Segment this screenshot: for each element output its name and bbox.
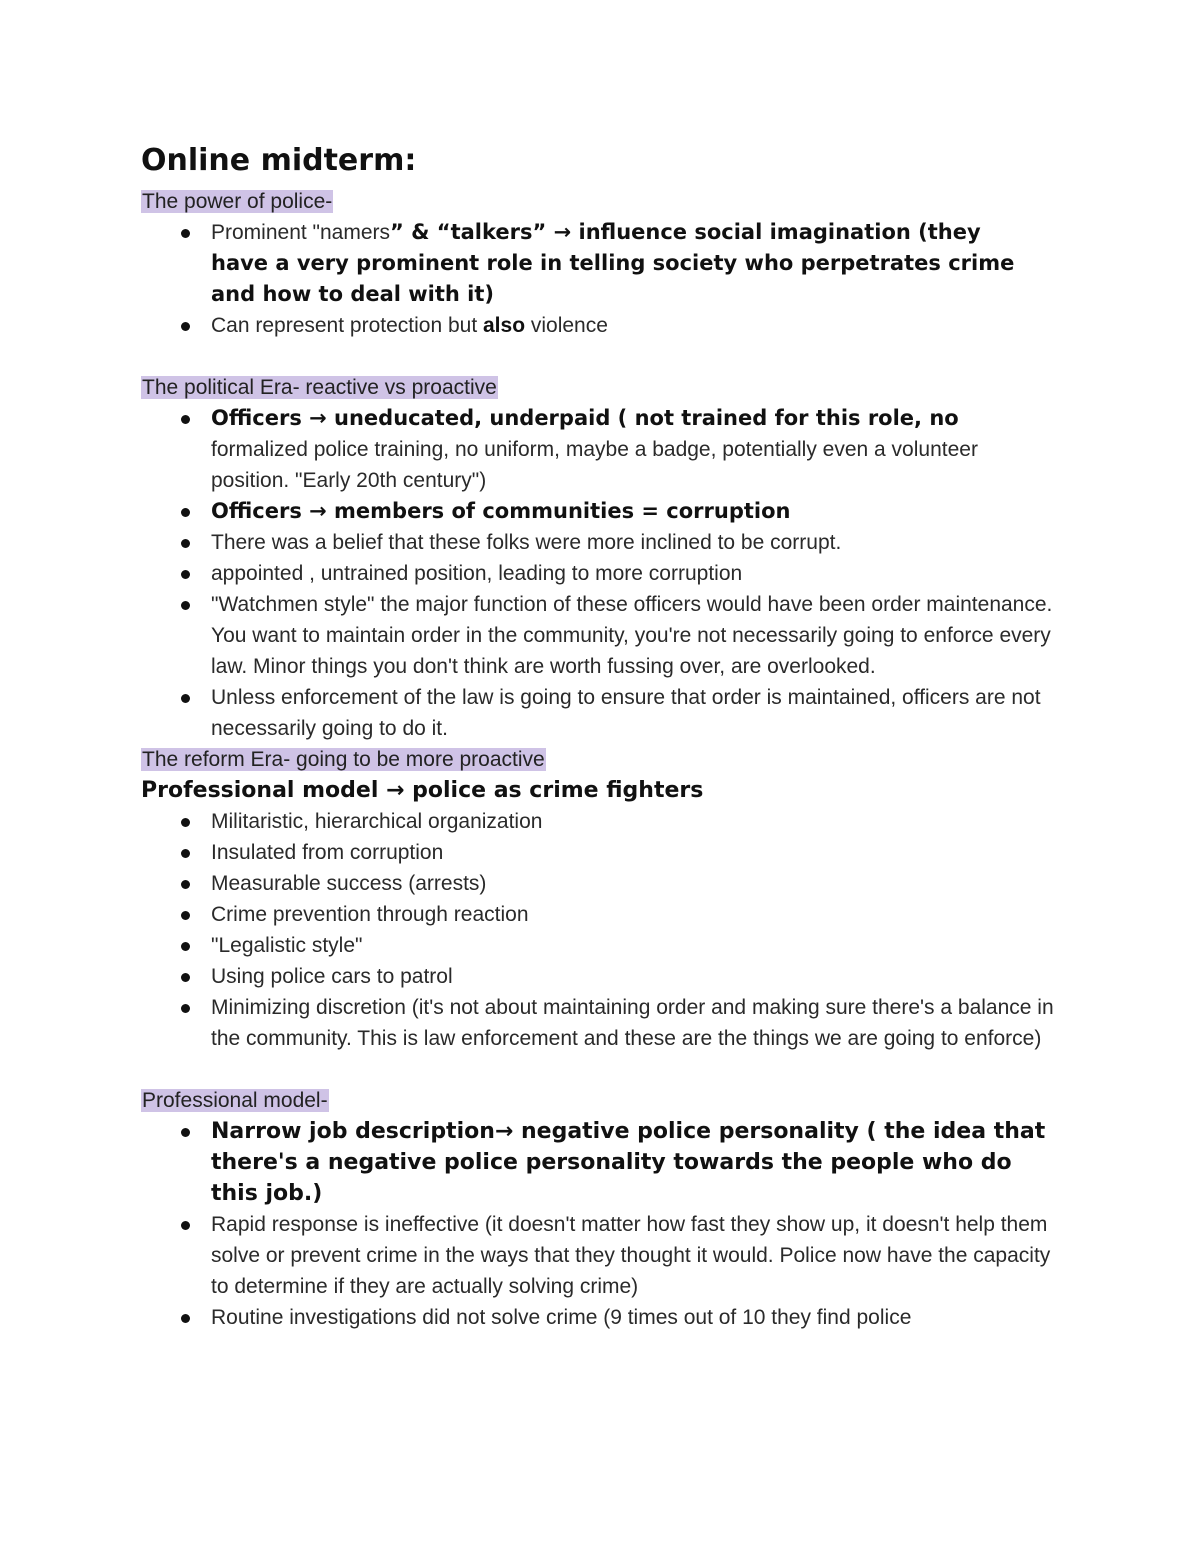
bullet-icon bbox=[181, 322, 190, 331]
section-heading-reform-era: The reform Era- going to be more proactive bbox=[142, 748, 545, 771]
bullet-icon bbox=[181, 1004, 190, 1013]
bullet-icon bbox=[181, 570, 190, 579]
list-item: Insulated from corruption bbox=[141, 837, 1061, 868]
bullet-list-reform-era bbox=[141, 806, 1061, 1054]
list-item: Minimizing discretion (it's not about maintaining order and making sure there's a balance in the community. This is law enforcement and these are the things we are going to enforce) bbox=[141, 992, 1061, 1054]
bullet-icon bbox=[181, 508, 190, 517]
list-item: Narrow job description→ negative police personality ( the idea that there's a negative police personality towards the people who do this job.) bbox=[141, 1116, 1061, 1209]
list-item: There was a belief that these folks were more inclined to be corrupt. bbox=[141, 527, 1061, 558]
bullet-icon bbox=[181, 818, 190, 827]
bullet-list-power bbox=[141, 217, 1061, 341]
item-text: Prominent "namers” & “talkers” → influence social imagination (they have a very prominent role in telling society who perpetrates crime and how to deal with it) bbox=[211, 220, 1015, 306]
bullet-icon bbox=[181, 849, 190, 858]
list-item: Crime prevention through reaction bbox=[141, 899, 1061, 930]
section-heading-power: The power of police- bbox=[142, 190, 333, 213]
list-item: Routine investigations did not solve crime (9 times out of 10 they find police bbox=[141, 1302, 1061, 1333]
section-heading-professional-model: Professional model- bbox=[142, 1089, 328, 1112]
document-page bbox=[141, 138, 1061, 1333]
bullet-icon bbox=[181, 1314, 190, 1323]
list-item bbox=[141, 217, 1061, 310]
bullet-icon bbox=[181, 1221, 190, 1230]
bullet-icon bbox=[181, 911, 190, 920]
list-item: appointed , untrained position, leading to more corruption bbox=[141, 558, 1061, 589]
list-item: Rapid response is ineffective (it doesn't matter how fast they show up, it doesn't help them solve or prevent crime in the ways that they thought it would. Police now have the capacity to determine if they are actually solving crime) bbox=[141, 1209, 1061, 1302]
bullet-list-political-era bbox=[141, 403, 1061, 744]
document-title: Online midterm: bbox=[141, 143, 417, 178]
list-item: Unless enforcement of the law is going to ensure that order is maintained, officers are not necessarily going to do it. bbox=[141, 682, 1061, 744]
bullet-icon bbox=[181, 942, 190, 951]
list-item: "Legalistic style" bbox=[141, 930, 1061, 961]
list-item: "Watchmen style" the major function of these officers would have been order maintenance. You want to maintain order in the community, you're not necessarily going to enforce every law. Minor things you don't think are worth fussing over, are overlooked. bbox=[141, 589, 1061, 682]
bullet-icon bbox=[181, 973, 190, 982]
bullet-list-professional-model bbox=[141, 1116, 1061, 1333]
subheading-professional-model: Professional model → police as crime fighters bbox=[141, 778, 704, 803]
bullet-icon bbox=[181, 601, 190, 610]
list-item: Militaristic, hierarchical organization bbox=[141, 806, 1061, 837]
list-item: Officers → members of communities = corruption bbox=[141, 496, 1061, 527]
list-item: Officers → uneducated, underpaid ( not trained for this role, no formalized police training, no uniform, maybe a badge, potentially even a volunteer position. "Early 20th century") bbox=[141, 403, 1061, 496]
bullet-icon bbox=[181, 1128, 190, 1137]
bullet-icon bbox=[181, 415, 190, 424]
bullet-icon bbox=[181, 229, 190, 238]
bullet-icon bbox=[181, 539, 190, 548]
list-item: Measurable success (arrests) bbox=[141, 868, 1061, 899]
bullet-icon bbox=[181, 694, 190, 703]
list-item: Can represent protection but also violence bbox=[141, 310, 1061, 341]
section-heading-political-era: The political Era- reactive vs proactive bbox=[142, 376, 497, 399]
list-item: Using police cars to patrol bbox=[141, 961, 1061, 992]
bullet-icon bbox=[181, 880, 190, 889]
